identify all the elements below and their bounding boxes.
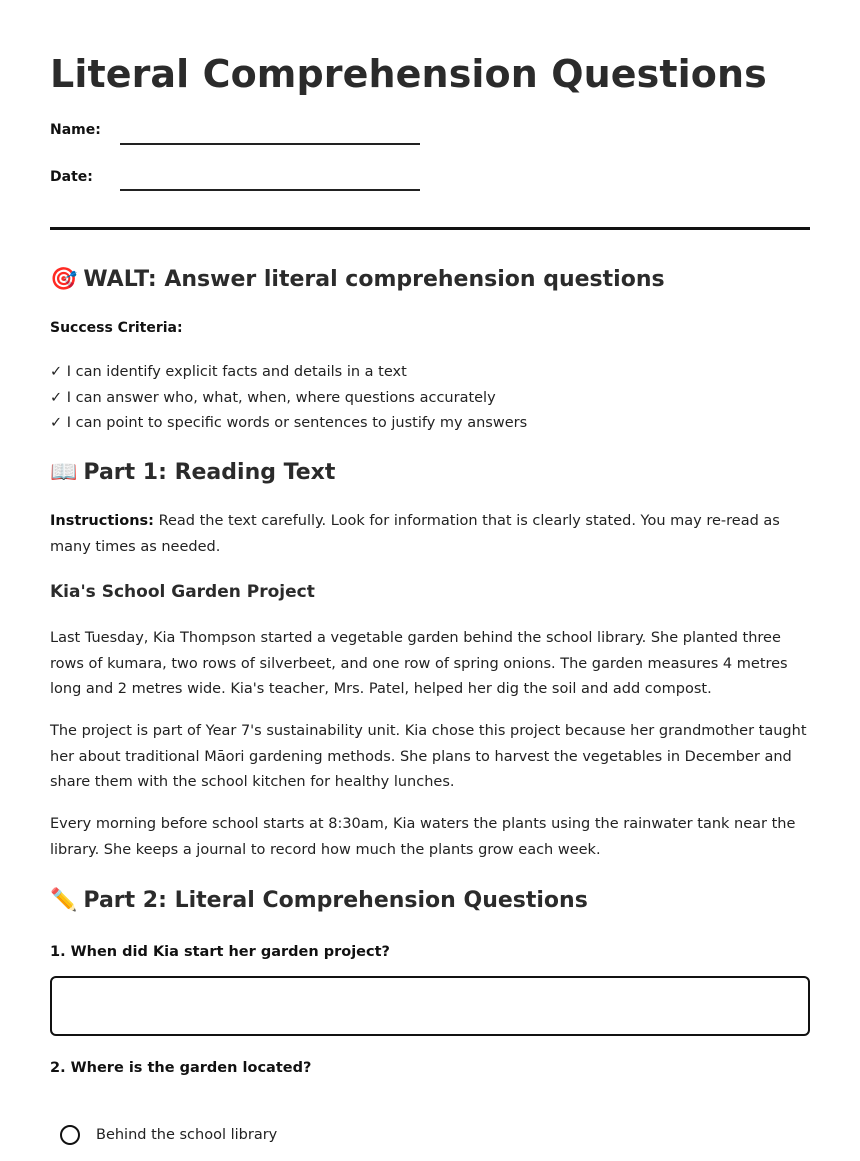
question-2-option[interactable]: [60, 1125, 277, 1145]
name-field[interactable]: [120, 143, 420, 145]
name-label: Name:: [50, 122, 101, 138]
part1-heading-text: Part 1: Reading Text: [83, 460, 336, 485]
date-label: Date:: [50, 169, 93, 185]
story-paragraph: The project is part of Year 7's sustainability unit. Kia chose this project because her grandmother taught her about traditional Māori gardening methods. She plans to harvest the vegetables in December and share them with the school kitchen for healthy lunches.: [50, 723, 807, 790]
question-1: 1. When did Kia start her garden project?: [50, 944, 390, 960]
story-paragraph: Every morning before school starts at 8:30am, Kia waters the plants using the rainwater tank near the library. She keeps a journal to record how much the plants grow each week.: [50, 816, 796, 858]
book-icon: 📖: [50, 460, 78, 485]
page-title: Literal Comprehension Questions: [50, 52, 767, 96]
criteria-item: ✓ I can identify explicit facts and details in a text: [50, 364, 407, 380]
radio-button[interactable]: [60, 1125, 80, 1145]
date-field[interactable]: [120, 189, 420, 191]
story-paragraph: Last Tuesday, Kia Thompson started a vegetable garden behind the school library. She planted three rows of kumara, two rows of silverbeet, and one row of spring onions. The garden measures 4 metres long and 2 metres wide. Kia's teacher, Mrs. Patel, helped her dig the soil and add compost.: [50, 630, 788, 697]
part2-heading-text: Part 2: Literal Comprehension Questions: [83, 888, 588, 913]
success-criteria-label: Success Criteria:: [50, 320, 183, 336]
question-2: 2. Where is the garden located?: [50, 1060, 312, 1076]
part2-heading: [50, 888, 588, 913]
part1-heading: [50, 460, 335, 485]
success-criteria-list: [50, 360, 527, 437]
question-1-answer-box[interactable]: [50, 976, 810, 1036]
instructions-text: Read the text carefully. Look for information that is clearly stated. You may re-read as many times as needed.: [50, 513, 780, 555]
instructions: [50, 509, 810, 560]
criteria-item: ✓ I can answer who, what, when, where questions accurately: [50, 389, 496, 406]
header-divider: [50, 227, 810, 230]
criteria-item: ✓ I can point to specific words or sentences to justify my answers: [50, 415, 528, 431]
instructions-label: Instructions:: [50, 513, 154, 529]
target-icon: 🎯: [50, 267, 78, 292]
walt-heading: [50, 267, 665, 292]
option-label: Behind the school library: [96, 1127, 278, 1143]
walt-heading-text: WALT: Answer literal comprehension questions: [83, 267, 665, 292]
story-title: Kia's School Garden Project: [50, 582, 315, 602]
pencil-icon: ✏️: [50, 888, 78, 913]
